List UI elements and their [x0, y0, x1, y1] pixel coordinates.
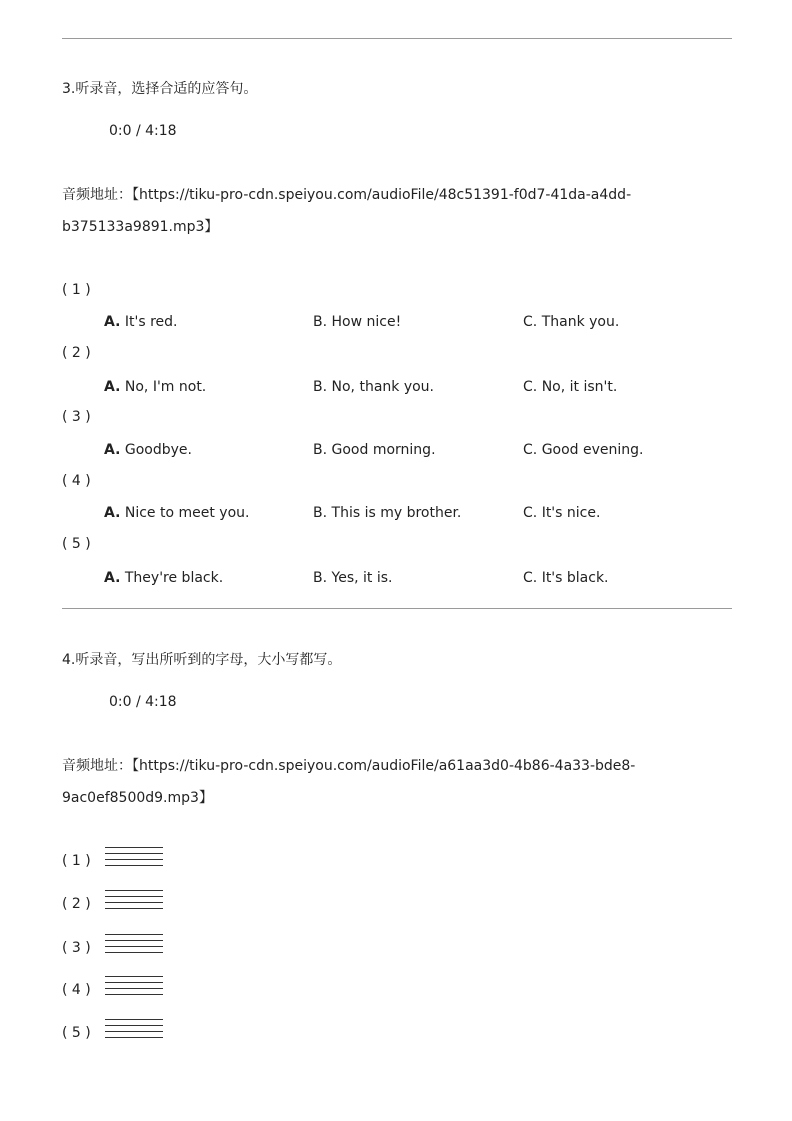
- audio-url-4-line2: 9ac0ef8500d9.mp3】: [62, 790, 213, 806]
- writing-lines[interactable]: [105, 847, 163, 871]
- option-b[interactable]: [313, 503, 461, 523]
- option-label: A.: [104, 314, 121, 330]
- option-a[interactable]: [104, 503, 249, 523]
- option-c[interactable]: [523, 377, 617, 397]
- option-b[interactable]: [313, 568, 392, 588]
- item-number: ( 1 ): [62, 853, 91, 869]
- audio-timer-3[interactable]: 0:0 / 4:18: [109, 123, 177, 139]
- option-a[interactable]: [104, 440, 192, 460]
- option-text: Good evening.: [541, 442, 644, 458]
- option-c[interactable]: [523, 440, 644, 460]
- option-a[interactable]: [104, 568, 223, 588]
- item-number: ( 2 ): [62, 896, 91, 912]
- audio-timer-4[interactable]: 0:0 / 4:18: [109, 694, 177, 710]
- option-label: B.: [313, 505, 328, 521]
- section-divider: [62, 608, 732, 609]
- top-divider: [62, 38, 732, 39]
- option-label: A.: [104, 505, 121, 521]
- option-b[interactable]: [313, 312, 401, 332]
- option-label: C.: [523, 379, 538, 395]
- item-number: ( 3 ): [62, 409, 91, 425]
- option-label: A.: [104, 379, 121, 395]
- item-number: ( 2 ): [62, 345, 91, 361]
- option-text: It's black.: [541, 570, 609, 586]
- option-text: Thank you.: [541, 314, 620, 330]
- audio-url-3-line1: 音频地址：【https://tiku-pro-cdn.speiyou.com/audioFile/48c51391-f0d7-41da-a4dd-: [62, 187, 632, 203]
- option-text: No, it isn't.: [541, 379, 618, 395]
- option-text: It's nice.: [541, 505, 601, 521]
- audio-url-3-line2: b375133a9891.mp3】: [62, 219, 219, 235]
- option-label: C.: [523, 570, 538, 586]
- option-label: B.: [313, 442, 328, 458]
- writing-lines[interactable]: [105, 1019, 163, 1043]
- option-a[interactable]: [104, 377, 206, 397]
- item-number: ( 3 ): [62, 940, 91, 956]
- option-text: They're black.: [124, 570, 224, 586]
- writing-lines[interactable]: [105, 934, 163, 958]
- option-c[interactable]: [523, 312, 619, 332]
- option-label: A.: [104, 570, 121, 586]
- item-number: ( 5 ): [62, 536, 91, 552]
- option-label: B.: [313, 314, 328, 330]
- option-b[interactable]: [313, 440, 436, 460]
- item-number: ( 4 ): [62, 473, 91, 489]
- writing-lines[interactable]: [105, 890, 163, 914]
- item-number: ( 4 ): [62, 982, 91, 998]
- audio-url-4-line1: 音频地址：【https://tiku-pro-cdn.speiyou.com/audioFile/a61aa3d0-4b86-4a33-bde8-: [62, 758, 636, 774]
- option-text: How nice!: [331, 314, 402, 330]
- writing-lines[interactable]: [105, 976, 163, 1000]
- option-text: No, thank you.: [331, 379, 434, 395]
- option-text: This is my brother.: [331, 505, 462, 521]
- option-b[interactable]: [313, 377, 434, 397]
- item-number: ( 5 ): [62, 1025, 91, 1041]
- question-4-title: 4.听录音，写出所听到的字母，大小写都写。: [62, 652, 342, 668]
- option-label: B.: [313, 570, 328, 586]
- option-text: Yes, it is.: [331, 570, 393, 586]
- option-c[interactable]: [523, 503, 600, 523]
- option-text: No, I'm not.: [124, 379, 207, 395]
- item-number: ( 1 ): [62, 282, 91, 298]
- option-text: Nice to meet you.: [124, 505, 250, 521]
- option-c[interactable]: [523, 568, 609, 588]
- option-label: C.: [523, 314, 538, 330]
- option-text: Good morning.: [331, 442, 436, 458]
- option-a[interactable]: [104, 312, 177, 332]
- option-text: It's red.: [124, 314, 178, 330]
- option-label: C.: [523, 442, 538, 458]
- option-label: B.: [313, 379, 328, 395]
- question-3-title: 3.听录音，选择合适的应答句。: [62, 81, 258, 97]
- option-text: Goodbye.: [124, 442, 192, 458]
- option-label: A.: [104, 442, 121, 458]
- option-label: C.: [523, 505, 538, 521]
